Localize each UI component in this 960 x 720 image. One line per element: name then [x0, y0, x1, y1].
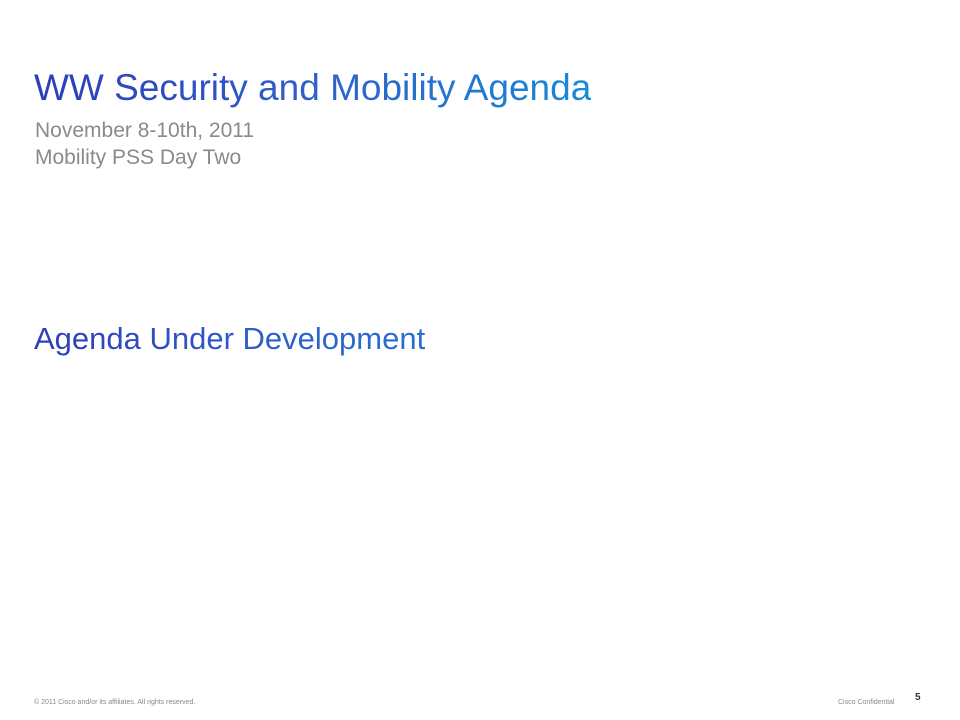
footer-confidential: Cisco Confidential [838, 699, 895, 706]
body-heading: Agenda Under Development [34, 319, 425, 359]
subtitle-date: November 8-10th, 2011 [35, 119, 255, 142]
slide-title: WW Security and Mobility Agenda [34, 64, 591, 112]
slide-subtitle [35, 117, 254, 171]
footer-copyright: © 2011 Cisco and/or its affiliates. All rights reserved. [34, 699, 196, 706]
page-number: 5 [915, 692, 921, 703]
subtitle-session: Mobility PSS Day Two [35, 146, 242, 169]
